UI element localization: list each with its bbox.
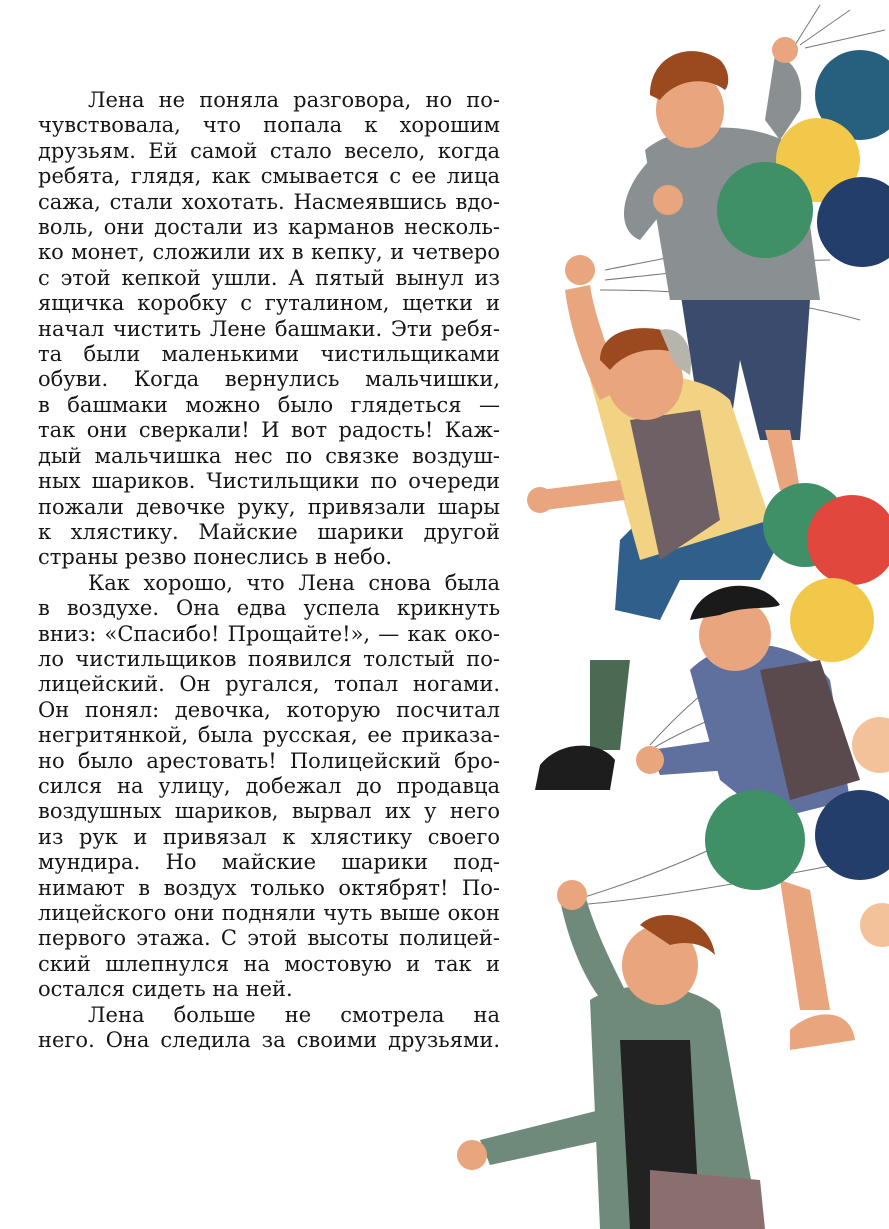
text-line: него. Она следила за своими друзьями. [38,1028,500,1053]
text-line: страны резво понеслись в небо. [38,545,393,570]
text-line: так они сверкали! И вот радость! Каж- [38,418,500,443]
text-line: чувствовала, что попала к хорошим [38,113,500,138]
text-line: к хлястику. Майские шарики другой [38,519,500,544]
text-line: Лена не поняла разговора, но по- [88,88,500,112]
paragraph-3 [38,1003,500,1054]
text-line: ящичка коробку с гуталином, щетки и [38,291,500,316]
text-line: воль, они достали из карманов несколь- [38,215,500,240]
boy-blue-hand [636,746,664,774]
boy-blue-leg [780,880,830,1010]
paragraph-1 [38,88,500,571]
boy-plaid-figure [457,880,765,1229]
balloon [852,717,889,773]
text-line: ский шлепнулся на мостовую и так и [38,951,500,976]
text-line: в воздухе. Она едва успела крикнуть [38,596,500,621]
text-line: но было арестовать! Полицейский бро- [38,748,500,773]
text-line: негритянкой, была русская, ее приказа- [38,723,500,748]
boy-plaid-raised-arm [560,895,625,1010]
boy-top-hand [653,185,683,215]
balloon [717,162,813,258]
text-line: Как хорошо, что Лена снова была [88,570,500,595]
text-line: лицейского они подняли чуть выше окон [38,901,500,925]
text-line: ребята, глядя, как смывается с ее лица [38,164,500,189]
boy-yellow-reaching-arm [540,480,625,510]
text-line: обуви. Когда вернулись мальчишки, [38,367,500,392]
text-line: мундира. Но майские шарики под- [38,850,500,875]
text-line: сажа, стали хохотать. Насмеявшись вдо- [38,189,500,214]
text-line: сился на улицу, добежал до продавца [38,773,500,798]
text-line: остался сидеть на ней. [38,977,293,1002]
story-text [38,88,500,1053]
balloon [860,903,889,947]
boy-yellow-shoe [535,746,615,790]
text-line: воздушных шариков, вырвал их у него [38,799,500,824]
boy-yellow-sock [590,660,630,750]
text-line: первого этажа. С этой высоты полицей- [38,926,500,951]
boy-plaid-lower-arm [480,1110,605,1165]
text-line: дый мальчишка нес по связке воздуш- [38,443,500,468]
text-line: в башмаки можно было глядеться — [38,392,500,417]
boy-yellow-fist [565,255,595,285]
balloon [705,790,805,890]
boy-plaid-hand [457,1140,487,1170]
boy-blue-foot [790,1014,855,1050]
paragraph-2 [38,571,500,1003]
text-line: ко монет, сложили их в кепку, и четверо [38,240,500,265]
boy-yellow-hand [527,487,553,513]
text-line: из рук и привязал к хлястику своего [38,824,500,849]
boys-with-balloons-illustration [440,0,889,1229]
text-line: ных шариков. Чистильщики по очереди [38,469,500,494]
balloon [790,578,874,662]
text-line: начал чистить Лене башмаки. Эти ребя- [38,316,500,341]
text-line: друзьям. Ей самой стало весело, когда [38,138,500,163]
text-line: пожали девочке руку, привязали шары [38,494,500,519]
text-line: вниз: «Спасибо! Прощайте!», — как око- [38,621,500,646]
text-line: та были маленькими чистильщиками [38,342,500,367]
text-line: с этой кепкой ушли. А пятый вынул из [38,265,500,290]
text-line: ло чистильщиков появился толстый по- [38,646,500,671]
text-line: лицейский. Он ругался, топал ногами. [38,672,500,697]
text-line: Он понял: девочка, которую посчитал [38,697,500,722]
text-line: Лена больше не смотрела на [88,1002,500,1027]
boy-plaid-fist [557,880,587,910]
boy-top-raised-hand [772,37,798,63]
text-line: нимают в воздух только октябрят! По- [38,875,500,900]
